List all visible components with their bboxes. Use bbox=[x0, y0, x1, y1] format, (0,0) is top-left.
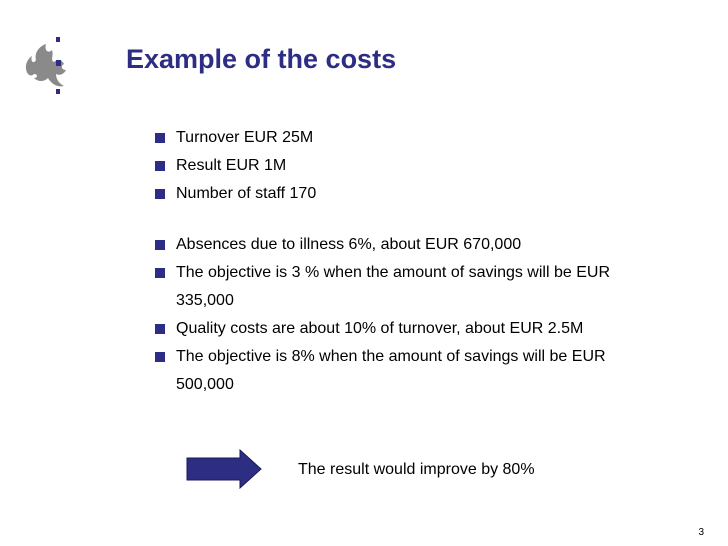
slide-title: Example of the costs bbox=[126, 44, 397, 74]
right-arrow-icon bbox=[186, 449, 262, 489]
list-item-text-continued: 500,000 bbox=[176, 376, 234, 393]
result-text: The result would improve by 80% bbox=[298, 461, 535, 478]
square-bullet-icon bbox=[155, 133, 165, 143]
square-bullet-icon bbox=[155, 189, 165, 199]
list-item-text: Turnover EUR 25M bbox=[176, 129, 314, 146]
square-bullet-icon bbox=[155, 352, 165, 362]
list-item bbox=[155, 259, 695, 315]
list-item-text: Number of staff 170 bbox=[176, 185, 317, 202]
list-item-text: Absences due to illness 6%, about EUR 670,000 bbox=[176, 236, 522, 253]
page-number: 3 bbox=[698, 527, 704, 538]
list-item bbox=[155, 124, 695, 152]
bullet-list bbox=[155, 124, 695, 399]
spacer bbox=[155, 208, 695, 231]
list-item bbox=[155, 231, 695, 259]
square-bullet-icon bbox=[155, 161, 165, 171]
list-item-text: Quality costs are about 10% of turnover, about EUR 2.5M bbox=[176, 320, 584, 337]
list-item-text-continued: 335,000 bbox=[176, 292, 234, 309]
square-bullet-icon bbox=[155, 240, 165, 250]
list-item bbox=[155, 152, 695, 180]
square-bullet-icon bbox=[155, 324, 165, 334]
list-item-text: The objective is 8% when the amount of savings will be EUR bbox=[176, 348, 606, 365]
list-item bbox=[155, 343, 695, 399]
list-item-text: Result EUR 1M bbox=[176, 157, 287, 174]
list-item-text: The objective is 3 % when the amount of savings will be EUR bbox=[176, 264, 610, 281]
conclusion bbox=[186, 449, 606, 489]
list-item bbox=[155, 180, 695, 208]
list-item bbox=[155, 315, 695, 343]
square-bullet-icon bbox=[155, 268, 165, 278]
flame-logo-icon bbox=[20, 34, 86, 100]
